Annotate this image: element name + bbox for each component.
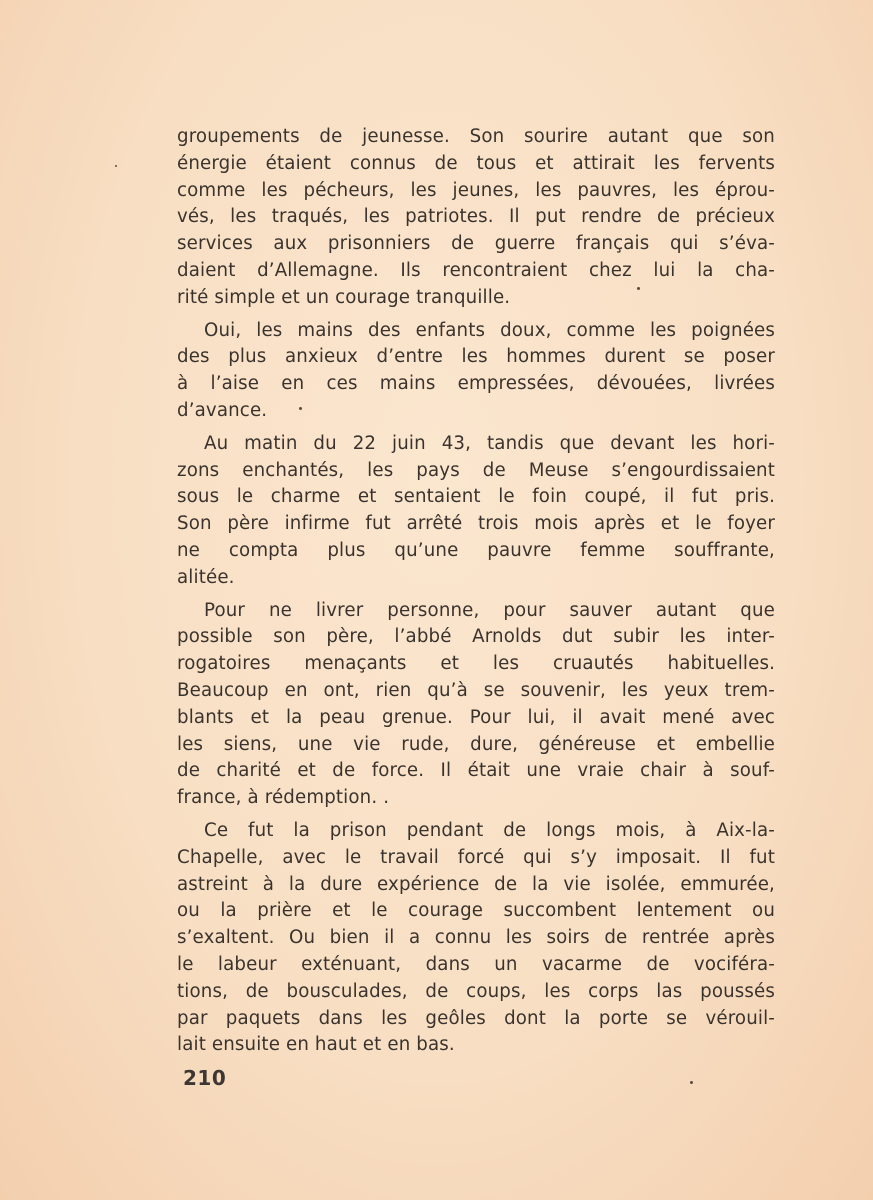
text-line: alitée. <box>177 566 235 588</box>
text-line: Au matin du 22 juin 43, tandis que devant les hori- <box>204 432 775 454</box>
text-line: par paquets dans les geôles dont la porte se vérouil- <box>177 1007 775 1029</box>
text-line: blants et la peau grenue. Pour lui, il avait mené avec <box>177 706 775 728</box>
text-line: rité simple et un courage tranquille. <box>177 286 511 308</box>
text-line: zons enchantés, les pays de Meuse s’engourdissaient <box>177 459 775 481</box>
text-line: rogatoires menaçants et les cruautés habituelles. <box>177 653 775 675</box>
paragraph <box>177 598 775 812</box>
text-line: Ce fut la prison pendant de longs mois, à Aix-la- <box>204 819 775 841</box>
text-line: ne compta plus qu’une pauvre femme souffrante, <box>177 539 775 561</box>
paper-speck <box>690 1081 693 1084</box>
paragraph <box>177 818 775 1059</box>
page-number: 210 <box>183 1066 227 1090</box>
text-line: d’avance. <box>177 399 268 421</box>
text-line: Pour ne livrer personne, pour sauver autant que <box>204 599 775 621</box>
paper-speck <box>637 287 640 290</box>
text-line: lait ensuite en haut et en bas. <box>177 1034 455 1056</box>
text-line: groupements de jeunesse. Son sourire autant que son <box>177 126 775 147</box>
body-text <box>177 124 775 1059</box>
text-line: Son père infirme fut arrêté trois mois après et le foyer <box>177 513 775 535</box>
text-line: Beaucoup en ont, rien qu’à se souvenir, les yeux trem- <box>177 679 775 701</box>
text-line: le labeur exténuant, dans un vacarme de vociféra- <box>177 953 775 975</box>
text-line: énergie étaient connus de tous et attirait les fervents <box>177 152 775 174</box>
text-line: des plus anxieux d’entre les hommes durent se poser <box>177 346 775 368</box>
text-line: astreint à la dure expérience de la vie isolée, emmurée, <box>177 873 775 895</box>
text-line: Chapelle, avec le travail forcé qui s’y imposait. Il fut <box>177 846 775 868</box>
paragraph <box>177 431 775 592</box>
text-line: comme les pécheurs, les jeunes, les pauvres, les éprou- <box>177 179 775 201</box>
text-line: tions, de bousculades, de coups, les corps las poussés <box>177 980 775 1002</box>
text-line: s’exaltent. Ou bien il a connu les soirs de rentrée après <box>177 927 775 949</box>
paper-speck <box>115 165 117 167</box>
text-line: possible son père, l’abbé Arnolds dut subir les inter- <box>177 626 775 648</box>
paragraph <box>177 318 775 425</box>
paragraph <box>177 124 775 312</box>
text-line: à l’aise en ces mains empressées, dévouées, livrées <box>177 373 775 395</box>
text-line: vés, les traqués, les patriotes. Il put rendre de précieux <box>177 206 775 228</box>
text-line: de charité et de force. Il était une vraie chair à souf- <box>177 760 775 782</box>
text-line: daient d’Allemagne. Ils rencontraient chez lui la cha- <box>177 259 775 281</box>
text-line: france, à rédemption. . <box>177 787 390 809</box>
text-line: Oui, les mains des enfants doux, comme les poignées <box>204 319 775 341</box>
text-line: services aux prisonniers de guerre français qui s’éva- <box>177 233 775 255</box>
text-line: ou la prière et le courage succombent lentement ou <box>177 900 775 922</box>
paper-speck <box>299 407 302 410</box>
text-line: les siens, une vie rude, dure, généreuse et embellie <box>177 733 775 755</box>
text-line: sous le charme et sentaient le foin coupé, il fut pris. <box>177 486 775 508</box>
